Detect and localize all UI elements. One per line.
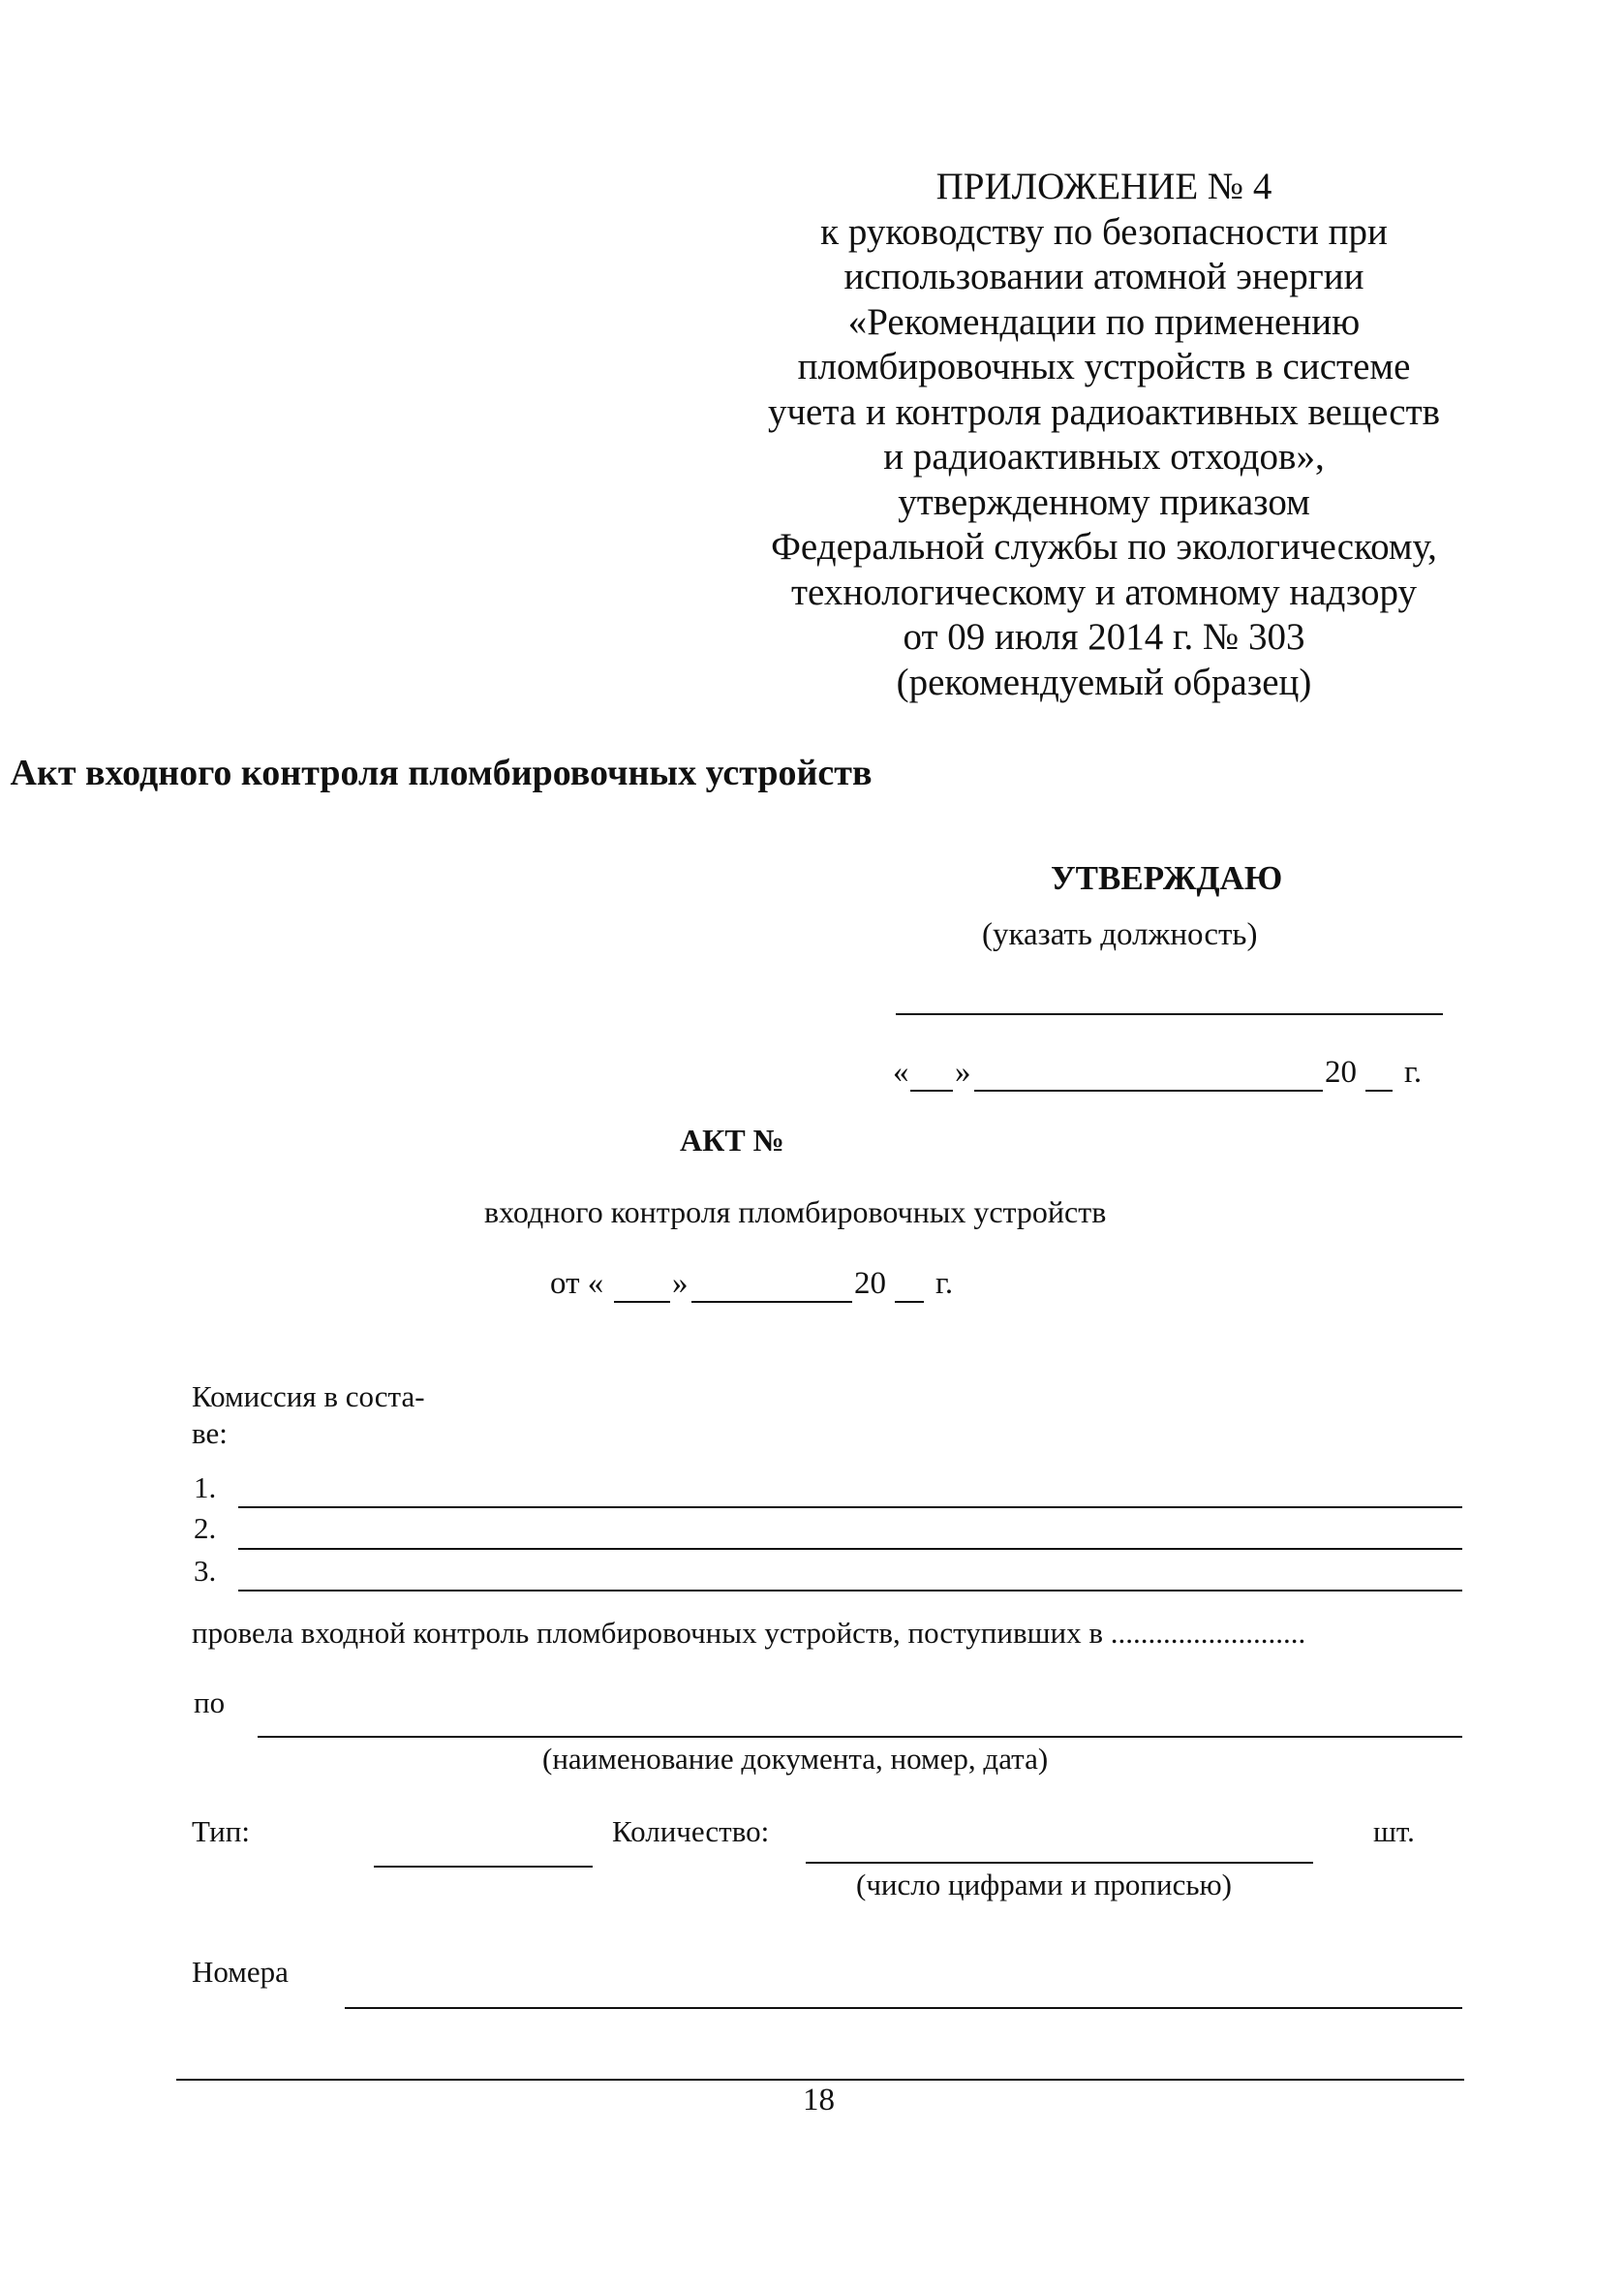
document-title-text: Акт входного контроля пломбировочных устройств xyxy=(10,753,873,793)
approval-position-hint: (указать должность) xyxy=(982,917,1258,952)
annex-header xyxy=(755,165,1453,705)
commission-label-line1: Комиссия в соста- xyxy=(192,1379,425,1413)
act-day-field[interactable] xyxy=(614,1301,670,1303)
act-year-field[interactable] xyxy=(895,1301,924,1303)
document-title xyxy=(0,752,1624,794)
commission-member-number: 3. xyxy=(194,1554,217,1588)
commission-member-field[interactable] xyxy=(238,1590,1462,1592)
numbers-label: Номера xyxy=(192,1955,289,1989)
approval-month-field[interactable] xyxy=(974,1090,1323,1092)
footer-rule xyxy=(176,2079,1464,2081)
annex-line: к руководству по безопасности при xyxy=(820,210,1388,253)
quantity-hint: (число цифрами и прописью) xyxy=(856,1868,1232,1901)
annex-line: (рекомендуемый образец) xyxy=(896,661,1312,703)
act-date-prefix: от « xyxy=(550,1266,604,1301)
page-number xyxy=(0,2083,1624,2118)
act-year-prefix: 20 xyxy=(854,1266,886,1301)
page-number-text: 18 xyxy=(803,2083,835,2117)
act-subtitle: входного контроля пломбировочных устройств xyxy=(484,1194,1107,1229)
approval-year-suffix: г. xyxy=(1404,1055,1423,1090)
inspection-by-label: по xyxy=(194,1685,226,1719)
approval-date-close: » xyxy=(955,1055,971,1090)
commission-member-number: 1. xyxy=(194,1470,217,1504)
act-year-suffix: г. xyxy=(935,1266,954,1301)
commission-member-number: 2. xyxy=(194,1511,217,1545)
act-month-field[interactable] xyxy=(691,1301,852,1303)
approval-date-open: « xyxy=(893,1055,909,1090)
commission-label-line2: ве: xyxy=(192,1416,228,1450)
approval-year-prefix: 20 xyxy=(1325,1055,1357,1090)
annex-line: пломбировочных устройств в системе xyxy=(797,346,1411,387)
commission-member-field[interactable] xyxy=(238,1548,1462,1550)
inspection-document-hint: (наименование документа, номер, дата) xyxy=(542,1742,1049,1776)
annex-line: Федеральной службы по экологическому, xyxy=(771,526,1437,568)
act-heading: АКТ № xyxy=(680,1123,784,1158)
approval-year-field[interactable] xyxy=(1365,1090,1393,1092)
inspection-document-field[interactable] xyxy=(258,1736,1462,1738)
type-field[interactable] xyxy=(374,1866,593,1868)
annex-line: от 09 июля 2014 г. № 303 xyxy=(903,616,1305,658)
annex-line: утвержденному приказом xyxy=(898,480,1310,523)
annex-line: ПРИЛОЖЕНИЕ № 4 xyxy=(935,166,1272,207)
annex-line: и радиоактивных отходов», xyxy=(883,436,1325,478)
annex-line: использовании атомной энергии xyxy=(843,256,1364,297)
quantity-label: Количество: xyxy=(612,1814,770,1848)
type-label: Тип: xyxy=(192,1814,250,1848)
annex-line: учета и контроля радиоактивных веществ xyxy=(767,390,1441,433)
quantity-unit: шт. xyxy=(1373,1814,1415,1848)
approval-day-field[interactable] xyxy=(910,1090,953,1092)
annex-line: «Рекомендации по применению xyxy=(847,300,1361,343)
approval-heading: УТВЕРЖДАЮ xyxy=(1051,859,1283,897)
act-date-close: » xyxy=(672,1266,689,1301)
annex-line: технологическому и атомному надзору xyxy=(791,571,1417,613)
inspection-text: провела входной контроль пломбировочных устройств, поступивших в .......................... xyxy=(192,1616,1306,1650)
approval-signature-line[interactable] xyxy=(896,1013,1443,1015)
quantity-field[interactable] xyxy=(806,1862,1313,1864)
numbers-field[interactable] xyxy=(345,2007,1462,2009)
commission-member-field[interactable] xyxy=(238,1506,1462,1508)
